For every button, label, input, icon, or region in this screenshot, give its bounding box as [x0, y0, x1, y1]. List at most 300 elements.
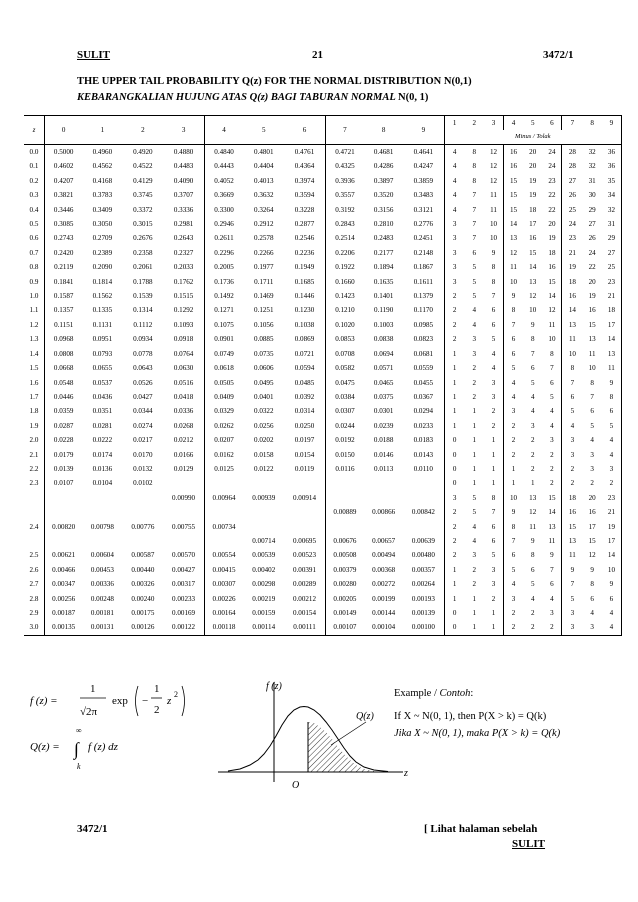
q-value: 0.1379	[403, 289, 444, 303]
diff-value: 2	[542, 448, 561, 462]
z-value: 1.4	[24, 347, 44, 361]
q-value: 0.4562	[92, 162, 113, 171]
page-number: 21	[312, 49, 323, 61]
diff-value: 8	[484, 275, 503, 289]
diff-value: 4	[452, 176, 457, 185]
q-value: 0.0139	[53, 464, 74, 473]
diff-value: 2	[602, 476, 622, 490]
diff-value: 1	[484, 620, 503, 635]
q-value: 0.4721	[335, 148, 355, 156]
table-row	[24, 260, 622, 274]
q-value: 0.0174	[92, 450, 113, 459]
q-value: 0.0307	[335, 407, 355, 416]
q-value: 0.0918	[163, 332, 204, 346]
q-value: 0.00714	[252, 536, 276, 545]
table-row	[24, 534, 622, 548]
q-value: 0.0735	[254, 349, 274, 358]
q-value: 0.0559	[403, 361, 444, 375]
q-value: 0.00336	[90, 580, 114, 589]
diff-value: 4	[542, 419, 561, 433]
diff-value: 9	[530, 320, 535, 329]
q-value: 0.3228	[284, 203, 325, 217]
q-value: 0.0287	[53, 421, 74, 430]
q-value: 0.3821	[53, 191, 74, 200]
table-row	[24, 620, 622, 635]
table-row	[24, 347, 622, 361]
diff-value: 2	[452, 292, 457, 301]
diff-value: 1	[472, 421, 477, 430]
table-row	[24, 275, 622, 289]
q-value: 0.0262	[214, 421, 234, 430]
diff-value: 1	[472, 450, 477, 459]
diff-value: 7	[570, 378, 575, 387]
diff-value: 9	[511, 292, 516, 301]
q-value: 0.00256	[52, 594, 76, 603]
diff-value: 12	[529, 292, 537, 301]
q-value	[204, 534, 243, 548]
diff-value: 14	[568, 306, 576, 315]
diff-value: 12	[484, 145, 503, 160]
diff-value: 2	[452, 335, 457, 344]
diff-value: 23	[568, 234, 576, 243]
q-rhs: f (z) dz	[88, 741, 118, 753]
diff-value: 3	[582, 620, 601, 635]
q-value: 0.00169	[163, 606, 204, 620]
diff-value: 4	[484, 361, 503, 375]
diff-value: 19	[602, 520, 622, 534]
q-value: 0.1314	[133, 306, 153, 315]
q-value	[44, 491, 82, 505]
diff-value: 22	[542, 203, 561, 217]
diff-value: 1	[452, 407, 457, 416]
diff-value: 3	[530, 421, 535, 430]
diff-value: 12	[588, 551, 596, 560]
diff-value: 21	[568, 248, 576, 257]
diff-value: 8	[542, 347, 561, 361]
diff-value: 1	[452, 421, 457, 430]
diff-value: 16	[568, 292, 576, 301]
q-value: 0.2090	[92, 263, 113, 272]
q-value: 0.0336	[163, 404, 204, 418]
q-value: 0.3156	[373, 205, 394, 214]
q-value: 0.2266	[254, 248, 274, 257]
diff-value: 1	[484, 606, 503, 620]
q-value: 0.0793	[92, 349, 113, 358]
half-numerator: 1	[154, 683, 160, 695]
q-value	[403, 520, 444, 534]
q-value: 0.00798	[90, 522, 114, 531]
q-value: 0.0375	[373, 392, 394, 401]
q-value: 0.0179	[53, 450, 74, 459]
q-value: 0.0222	[92, 436, 113, 445]
diff-value: 2	[530, 450, 535, 459]
q-value: 0.3859	[403, 174, 444, 188]
q-value	[82, 505, 122, 519]
q-value	[163, 476, 204, 490]
z-value: 2.3	[24, 476, 44, 490]
example-line-ms: Jika X ~ N(0, 1), maka P(X > k) = Q(k)	[394, 728, 561, 739]
diff-value: 11	[484, 188, 503, 202]
diff-value: 9	[542, 548, 561, 562]
diff-value: 21	[602, 505, 622, 519]
q-value	[364, 491, 403, 505]
table-row	[24, 505, 622, 519]
q-value	[403, 476, 444, 490]
diff-value: 1	[472, 594, 477, 603]
header-diff-4: 4	[504, 116, 523, 131]
q-value: 0.00842	[403, 505, 444, 519]
table-row	[24, 419, 622, 433]
diff-value: 4	[452, 205, 457, 214]
diff-value: 6	[484, 520, 503, 534]
table-row	[24, 217, 622, 231]
q-value: 0.2912	[254, 220, 274, 229]
q-value: 0.2843	[335, 220, 355, 229]
q-value: 0.00154	[284, 606, 325, 620]
diff-value: 0	[444, 620, 464, 635]
diff-value: 16	[509, 162, 518, 171]
q-value: 0.4960	[92, 148, 113, 156]
diff-value: 4	[452, 148, 457, 156]
diff-value: 5	[590, 421, 594, 430]
diff-value: 13	[568, 536, 576, 545]
table-row	[24, 462, 622, 476]
diff-value: 4	[472, 306, 477, 315]
q-value: 0.1056	[254, 320, 274, 329]
q-value: 0.00193	[403, 592, 444, 606]
q-value: 0.0314	[284, 404, 325, 418]
diff-value: 16	[529, 234, 537, 243]
q-value: 0.2420	[53, 248, 74, 257]
q-value: 0.3936	[335, 176, 355, 185]
fz-label: f (z)	[266, 681, 282, 692]
q-value: 0.4840	[214, 148, 234, 156]
diff-value: 13	[509, 234, 518, 243]
table-row	[24, 174, 622, 188]
table-row	[24, 390, 622, 404]
q-value: 0.0239	[373, 421, 394, 430]
diff-value: 22	[588, 263, 596, 272]
q-value: 0.00226	[212, 594, 236, 603]
q-value: 0.2514	[335, 234, 355, 243]
diff-value: 12	[529, 508, 537, 517]
q-value: 0.0606	[254, 364, 274, 373]
diff-value: 3	[452, 234, 457, 243]
diff-value: 2	[452, 551, 457, 560]
diff-value: 8	[472, 176, 477, 185]
integral-sign: ∫	[74, 739, 79, 759]
q-value: 0.1611	[403, 275, 444, 289]
q-value	[325, 520, 364, 534]
diff-value: 2	[570, 479, 575, 488]
table-row	[24, 404, 622, 418]
diff-value: 19	[568, 263, 576, 272]
q-value: 0.0212	[163, 433, 204, 447]
diff-value: 2	[530, 609, 535, 617]
diff-value: 29	[588, 205, 596, 214]
diff-value: 30	[588, 191, 596, 200]
q-value: 0.2981	[163, 217, 204, 231]
q-value: 0.00494	[372, 551, 396, 560]
diff-value: 9	[602, 577, 622, 591]
diff-value: 3	[452, 277, 457, 286]
diff-value: 26	[568, 191, 576, 200]
q-value: 0.0571	[373, 364, 394, 373]
q-value: 0.0207	[214, 436, 234, 445]
q-value: 0.4522	[133, 162, 153, 171]
diff-value: 6	[542, 577, 561, 591]
minus-label: Minus / Tolak	[444, 130, 621, 145]
diff-value: 24	[542, 145, 561, 160]
diff-value: 5	[484, 332, 503, 346]
table-row	[24, 332, 622, 346]
q-value: 0.2119	[54, 263, 74, 272]
title-malay-text: KEBARANGKALIAN HUJUNG ATAS Q(z) BAGI TABURAN NORMAL	[77, 92, 396, 103]
q-value: 0.1539	[133, 292, 153, 301]
q-value: 0.0256	[254, 421, 274, 430]
diff-value: 4	[542, 404, 561, 418]
diff-value: 11	[529, 522, 537, 531]
q-value	[284, 476, 325, 490]
z-value: 1.8	[24, 404, 44, 418]
diff-value: 8	[570, 364, 575, 373]
q-value: 0.2206	[335, 248, 355, 257]
z-value: 0.9	[24, 275, 44, 289]
diff-value: 0	[452, 464, 457, 473]
q-value: 0.0455	[403, 376, 444, 390]
q-value: 0.0749	[214, 349, 234, 358]
z-label: z	[404, 768, 408, 779]
z-value	[24, 491, 44, 505]
diff-value: 3	[484, 376, 503, 390]
q-value: 0.0778	[133, 349, 153, 358]
q-value: 0.00379	[333, 565, 357, 574]
q-value: 0.00326	[131, 580, 155, 589]
q-value: 0.00391	[284, 563, 325, 577]
diff-value: 5	[511, 364, 516, 373]
diff-value: 3	[472, 335, 477, 344]
q-value: 0.00104	[364, 620, 403, 635]
q-value: 0.00131	[82, 620, 122, 635]
q-value: 0.00466	[52, 565, 76, 574]
diff-value: 9	[602, 376, 622, 390]
q-value: 0.2776	[403, 217, 444, 231]
q-value: 0.0655	[92, 364, 113, 373]
q-value: 0.00212	[284, 592, 325, 606]
table-row	[24, 188, 622, 202]
diff-value: 3	[602, 462, 622, 476]
q-value: 0.3707	[163, 188, 204, 202]
q-value: 0.0250	[284, 419, 325, 433]
q-value	[284, 505, 325, 519]
diff-value: 2	[472, 580, 477, 589]
diff-value: 4	[590, 609, 594, 617]
q-value: 0.00107	[325, 620, 364, 635]
diff-value: 2	[511, 436, 516, 445]
diff-value: 13	[602, 347, 622, 361]
q-value: 0.00317	[163, 577, 204, 591]
q-value: 0.0446	[53, 392, 74, 401]
diff-value: 2	[542, 620, 561, 635]
diff-value: 11	[602, 361, 622, 375]
diff-value: 15	[509, 191, 518, 200]
diff-value: 1	[472, 479, 477, 488]
diff-value: 5	[530, 580, 535, 589]
q-value: 0.00181	[90, 609, 114, 617]
q-value: 0.1075	[214, 320, 234, 329]
q-value: 0.00139	[403, 606, 444, 620]
diff-value: 20	[588, 493, 596, 502]
diff-value: 8	[602, 390, 622, 404]
q-value: 0.00755	[163, 520, 204, 534]
z-value: 2.9	[24, 606, 44, 620]
diff-value: 10	[509, 493, 518, 502]
diff-value: 4	[472, 536, 477, 545]
q-value: 0.00964	[212, 493, 236, 502]
q-value: 0.2389	[92, 248, 113, 257]
q-value: 0.0475	[335, 378, 355, 387]
diff-value: 27	[602, 246, 622, 260]
q-value	[243, 520, 284, 534]
q-value: 0.0681	[403, 347, 444, 361]
diff-value: 5	[570, 594, 575, 603]
diff-value: 27	[588, 220, 596, 229]
q-value	[364, 520, 403, 534]
q-value: 0.1635	[373, 277, 394, 286]
q-value: 0.00415	[212, 565, 236, 574]
q-value: 0.00272	[372, 580, 396, 589]
diff-value: 10	[568, 349, 576, 358]
q-value: 0.1446	[284, 289, 325, 303]
diff-value: 18	[602, 303, 622, 317]
diff-value: 18	[568, 277, 576, 286]
z-value: 1.5	[24, 361, 44, 375]
q-value: 0.2810	[373, 220, 394, 229]
q-value: 0.0721	[284, 347, 325, 361]
q-value: 0.2743	[53, 234, 74, 243]
diff-value: 0	[452, 450, 457, 459]
diff-value: 6	[602, 592, 622, 606]
example-title-en: Example /	[394, 688, 437, 699]
diff-value: 36	[602, 145, 622, 160]
diff-value: 20	[588, 277, 596, 286]
diff-value: 14	[602, 332, 622, 346]
diff-value: 6	[530, 565, 535, 574]
q-value: 0.3300	[214, 205, 234, 214]
q-value: 0.0465	[373, 378, 394, 387]
q-value: 0.1894	[373, 263, 394, 272]
diff-value: 8	[530, 335, 535, 344]
diff-value: 4	[511, 580, 516, 589]
table-row	[24, 289, 622, 303]
q-value: 0.1685	[284, 275, 325, 289]
q-value: 0.00676	[333, 536, 357, 545]
q-value: 0.4247	[403, 159, 444, 173]
diff-value: 1	[472, 464, 477, 473]
q-value: 0.00298	[252, 580, 276, 589]
table-row	[24, 318, 622, 332]
footer-sulit: SULIT	[512, 838, 546, 850]
q-value: 0.1867	[403, 260, 444, 274]
q-value: 0.0708	[335, 349, 355, 358]
diff-value: 2	[472, 565, 477, 574]
diff-value: 11	[568, 551, 576, 560]
z-value: 2.4	[24, 520, 44, 534]
q-value: 0.3669	[214, 191, 234, 200]
diff-value: 6	[530, 364, 535, 373]
q-value: 0.1112	[133, 320, 153, 329]
z-value: 2.1	[24, 448, 44, 462]
diff-value: 8	[511, 522, 516, 531]
table-row	[24, 548, 622, 562]
q-value: 0.00248	[90, 594, 114, 603]
diff-value: 5	[472, 292, 477, 301]
normal-distribution-table	[24, 115, 622, 636]
q-value: 0.4207	[53, 176, 74, 185]
table-row	[24, 491, 622, 505]
q-value: 0.1788	[133, 277, 153, 286]
q-value: 0.0104	[92, 479, 113, 488]
q-value: 0.4286	[373, 162, 394, 171]
diff-value: 27	[568, 176, 576, 185]
z-value: 2.0	[24, 433, 44, 447]
diff-value: 6	[484, 318, 503, 332]
diff-value: 1	[452, 378, 457, 387]
q-value: 0.1335	[92, 306, 113, 315]
diff-value: 4	[602, 606, 622, 620]
upper-limit: ∞	[76, 726, 82, 735]
z-value: 2.8	[24, 592, 44, 606]
q-value	[44, 505, 82, 519]
q-value: 0.00347	[52, 580, 76, 589]
q-value: 0.0985	[403, 318, 444, 332]
q-value: 0.1038	[284, 318, 325, 332]
diff-value: 4	[472, 320, 477, 329]
q-value: 0.0344	[133, 407, 153, 416]
diff-value: 4	[542, 592, 561, 606]
q-value: 0.2643	[163, 231, 204, 245]
z-value: 2.5	[24, 548, 44, 562]
diff-value: 1	[472, 609, 477, 617]
table-row	[24, 577, 622, 591]
q-value: 0.3520	[373, 191, 394, 200]
diff-value: 4	[570, 421, 575, 430]
diff-value: 14	[509, 220, 518, 229]
diff-value: 9	[530, 536, 535, 545]
q-value: 0.00639	[403, 534, 444, 548]
q-value: 0.00240	[131, 594, 155, 603]
diff-value: 2	[530, 436, 535, 445]
q-value: 0.00100	[403, 620, 444, 635]
diff-value: 3	[452, 248, 457, 257]
q-value: 0.1841	[53, 277, 74, 286]
q-value: 0.1423	[335, 292, 355, 301]
f-lhs: f (z) =	[30, 695, 58, 707]
diff-value: 6	[602, 404, 622, 418]
q-value: 0.0329	[214, 407, 234, 416]
q-value: 0.0244	[335, 421, 355, 430]
diff-value: 3	[590, 464, 594, 473]
q-value: 0.0125	[214, 464, 234, 473]
z-value: 1.2	[24, 318, 44, 332]
q-value: 0.00453	[90, 565, 114, 574]
q-value: 0.0401	[254, 392, 274, 401]
q-value: 0.0188	[373, 436, 394, 445]
diff-value: 4	[452, 191, 457, 200]
q-value: 0.0132	[133, 464, 153, 473]
q-value: 0.1660	[335, 277, 355, 286]
diff-value: 2	[530, 464, 535, 473]
